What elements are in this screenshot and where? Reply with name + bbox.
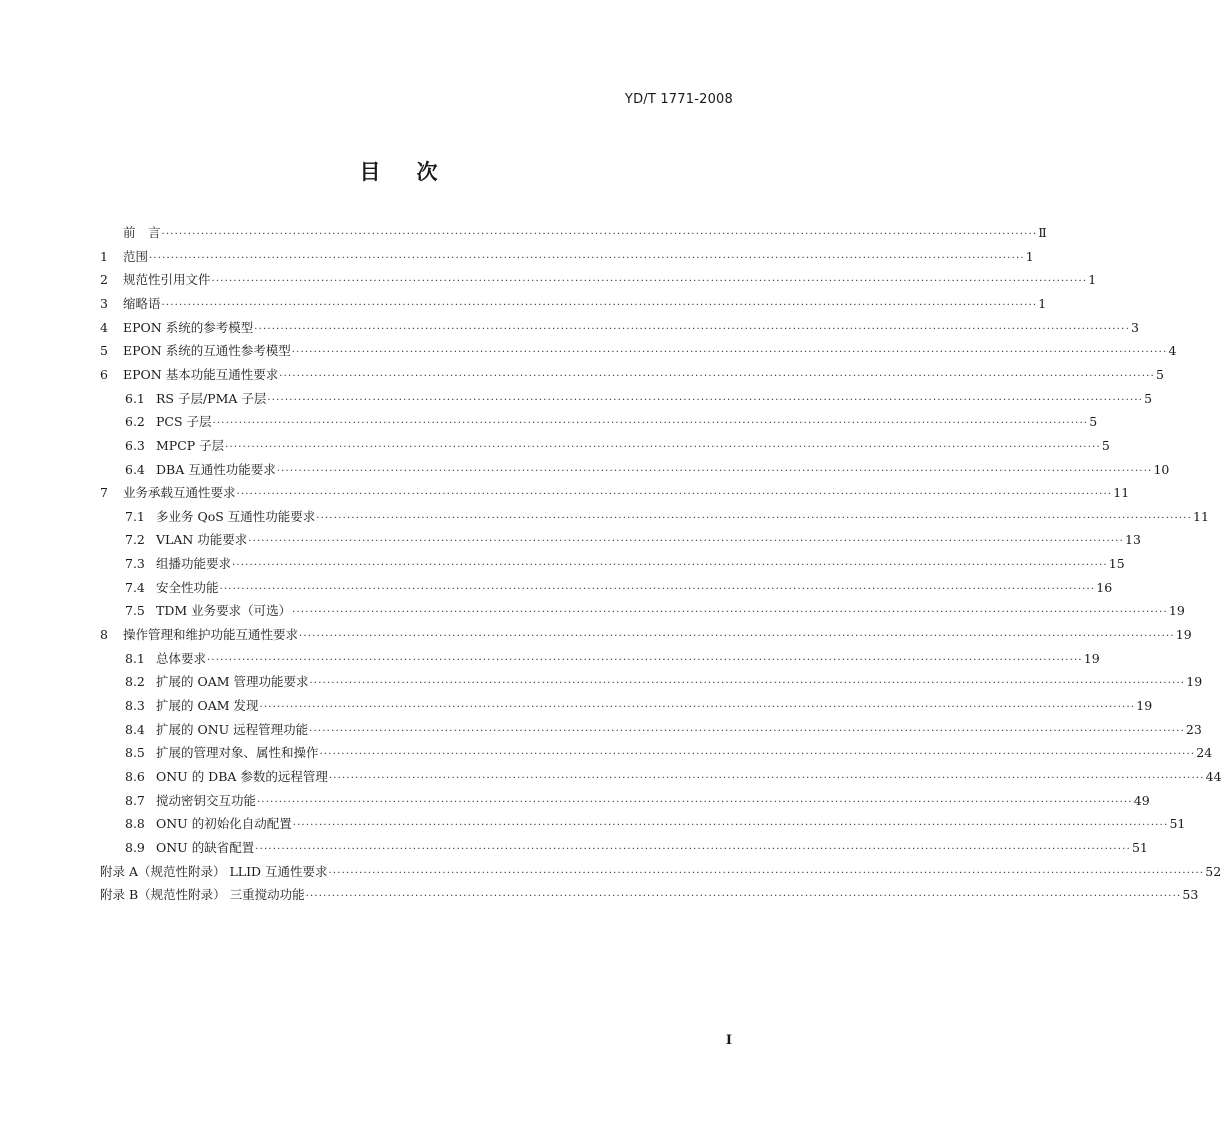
- toc-entry-page: 23: [1185, 721, 1202, 737]
- toc-entry[interactable]: [100, 885, 1199, 905]
- toc-entry-label: 规范性引用文件: [123, 272, 211, 288]
- toc-entry-number: 8.2: [125, 674, 145, 690]
- toc-leader-dots: ········································································································································································································: [267, 394, 1144, 406]
- toc-entry-page: 1: [1088, 272, 1097, 288]
- toc-entry-page: 1: [1038, 295, 1047, 311]
- toc-entry[interactable]: [125, 696, 1153, 716]
- toc-entry-label: 扩展的 ONU 远程管理功能: [156, 721, 309, 737]
- toc-leader-dots: ········································································································································································································: [292, 607, 1168, 619]
- toc-leader-dots: ········································································································································································································: [149, 252, 1025, 264]
- toc-entry-page: 53: [1182, 887, 1199, 903]
- toc-entry[interactable]: [125, 507, 1209, 527]
- toc-entry[interactable]: [125, 530, 1141, 550]
- toc-leader-dots: ········································································································································································································: [212, 418, 1089, 430]
- toc-entry-page: 49: [1133, 792, 1150, 808]
- toc-entry-label: 附录 A（规范性附录） LLID 互通性要求: [100, 863, 328, 879]
- toc-entry[interactable]: [125, 791, 1150, 811]
- toc-leader-dots: ········································································································································································································: [248, 536, 1125, 548]
- toc-entry-label: 扩展的管理对象、属性和操作: [156, 745, 319, 761]
- toc-entry-page: 19: [1175, 627, 1192, 643]
- toc-entry-label: PCS 子层: [156, 414, 212, 430]
- toc-entry[interactable]: [100, 247, 1034, 267]
- toc-entry-label: ONU 的 DBA 参数的远程管理: [156, 768, 328, 784]
- toc-leader-dots: ········································································································································································································: [207, 654, 1083, 666]
- toc-entry-label: EPON 系统的互通性参考模型: [123, 343, 291, 359]
- toc-entry-label: 组播功能要求: [156, 556, 232, 572]
- toc-entry-number: 6.3: [125, 437, 145, 453]
- toc-entry-page: 44: [1205, 768, 1222, 784]
- toc-entry-number: 8.9: [125, 839, 145, 855]
- toc-entry-label: 多业务 QoS 互通性功能要求: [156, 508, 316, 524]
- toc-entry[interactable]: [125, 554, 1125, 574]
- toc-entry-label: 安全性功能: [156, 579, 219, 595]
- toc-entry-number: 8.6: [125, 768, 145, 784]
- toc-leader-dots: ········································································································································································································: [211, 276, 1088, 288]
- toc-entry-page: 15: [1108, 556, 1125, 572]
- toc-entry-page: 10: [1153, 461, 1170, 477]
- toc-entry[interactable]: [125, 672, 1203, 692]
- toc-leader-dots: ········································································································································································································: [328, 772, 1205, 784]
- toc-entry-number: 7: [100, 485, 108, 501]
- toc-leader-dots: ········································································································································································································: [291, 347, 1168, 359]
- toc-entry[interactable]: [125, 389, 1153, 409]
- toc-leader-dots: ········································································································································································································: [309, 678, 1186, 690]
- toc-entry[interactable]: [125, 720, 1202, 740]
- toc-entry[interactable]: [100, 483, 1130, 503]
- toc-entry-number: 8.8: [125, 816, 145, 832]
- toc-entry-label: 附录 B（规范性附录） 三重搅动功能: [100, 887, 305, 903]
- toc-entry-page: 19: [1083, 650, 1100, 666]
- toc-entry-number: 7.1: [125, 508, 145, 524]
- page-title: [0, 156, 797, 186]
- toc-entry-page: 4: [1168, 343, 1177, 359]
- toc-entry[interactable]: [100, 365, 1164, 385]
- toc-entry-number: 7.4: [125, 579, 145, 595]
- toc-entry-number: 2: [100, 272, 108, 288]
- toc-entry-label: 前 言: [123, 225, 161, 240]
- toc-entry-page: 3: [1130, 319, 1139, 335]
- toc-entry-number: 8.4: [125, 721, 145, 737]
- toc-entry-page: 5: [1089, 414, 1098, 430]
- toc-leader-dots: ········································································································································································································: [276, 465, 1153, 477]
- toc-leader-dots: ········································································································································································································: [254, 323, 1130, 335]
- toc-entry[interactable]: [100, 341, 1177, 361]
- toc-entry-number: 7.3: [125, 556, 145, 572]
- toc-entry-page: 5: [1101, 437, 1110, 453]
- toc-entry-number: 6.4: [125, 461, 145, 477]
- toc-entry-label: 范围: [123, 248, 149, 264]
- toc-entry-label: 缩略语: [123, 295, 161, 311]
- toc-entry[interactable]: [125, 838, 1148, 858]
- toc-entry-number: 1: [100, 248, 108, 264]
- toc-entry-label: 扩展的 OAM 管理功能要求: [156, 674, 309, 690]
- toc-entry-page: 19: [1168, 603, 1185, 619]
- toc-leader-dots: ········································································································································································································: [236, 489, 1113, 501]
- toc-entry-number: 6: [100, 366, 108, 382]
- toc-entry[interactable]: [125, 649, 1100, 669]
- toc-leader-dots: ········································································································································································································: [225, 441, 1101, 453]
- document-code: YD/T 1771-2008: [624, 92, 733, 107]
- toc-entry-label: 业务承载互通性要求: [123, 485, 236, 501]
- toc-entry-page: 5: [1144, 390, 1153, 406]
- toc-entry-label: 操作管理和维护功能互通性要求: [123, 627, 299, 643]
- toc-entry-number: 8.5: [125, 745, 145, 761]
- toc-entry[interactable]: [125, 601, 1185, 621]
- toc-entry-number: 7.5: [125, 603, 145, 619]
- toc-entry-page: Ⅱ: [1038, 225, 1047, 240]
- toc-entry-page: 11: [1193, 508, 1209, 524]
- toc-leader-dots: ········································································································································································································: [219, 583, 1096, 595]
- toc-entry-page: 5: [1155, 366, 1164, 382]
- toc-entry-number: 3: [100, 295, 108, 311]
- toc-entry-page: 24: [1196, 745, 1213, 761]
- toc-leader-dots: ········································································································································································································: [257, 796, 1133, 808]
- toc-leader-dots: ········································································································································································································: [279, 370, 1155, 382]
- toc-entry-label: EPON 系统的参考模型: [123, 319, 254, 335]
- toc-entry[interactable]: [125, 460, 1170, 480]
- toc-leader-dots: ········································································································································································································: [232, 560, 1108, 572]
- toc-leader-dots: ········································································································································································································: [299, 631, 1175, 643]
- toc-entry-number: 6.1: [125, 390, 145, 406]
- toc-leader-dots: ········································································································································································································: [161, 229, 1038, 240]
- toc-entry-label: 总体要求: [156, 650, 207, 666]
- toc-entry[interactable]: [100, 625, 1192, 645]
- toc-leader-dots: ········································································································································································································: [292, 820, 1169, 832]
- toc-entry[interactable]: [125, 578, 1113, 598]
- toc-entry[interactable]: [100, 270, 1097, 290]
- toc-leader-dots: ········································································································································································································: [319, 749, 1196, 761]
- toc-entry-label: 搅动密钥交互功能: [156, 792, 257, 808]
- toc-entry[interactable]: [100, 294, 1047, 314]
- toc-entry-number: 8.1: [125, 650, 145, 666]
- toc-entry-page: 51: [1131, 839, 1148, 855]
- toc-entry-label: MPCP 子层: [156, 437, 225, 453]
- title-char-2: 次: [416, 160, 438, 184]
- toc-entry-label: ONU 的初始化自动配置: [156, 816, 292, 832]
- toc-entry-page: 19: [1186, 674, 1203, 690]
- toc-entry[interactable]: [125, 767, 1222, 787]
- toc-entry-label: EPON 基本功能互通性要求: [123, 366, 279, 382]
- toc-leader-dots: ········································································································································································································: [316, 512, 1193, 524]
- toc-entry-number: 8.7: [125, 792, 145, 808]
- toc-entry-page: 52: [1205, 863, 1222, 879]
- toc-leader-dots: ········································································································································································································: [328, 867, 1205, 879]
- toc-entry-label: VLAN 功能要求: [156, 532, 248, 548]
- toc-entry-number: 4: [100, 319, 108, 335]
- toc-entry-label: DBA 互通性功能要求: [156, 461, 276, 477]
- toc-entry-number: 7.2: [125, 532, 145, 548]
- toc-entry[interactable]: [100, 223, 1047, 243]
- toc-entry-label: 扩展的 OAM 发现: [156, 698, 259, 713]
- toc-entry-page: 11: [1113, 485, 1130, 501]
- toc-leader-dots: ········································································································································································································: [259, 702, 1136, 713]
- toc-entry-label: TDM 业务要求（可选）: [156, 603, 292, 619]
- toc-entry-number: 8: [100, 627, 108, 643]
- toc-entry[interactable]: [100, 862, 1222, 882]
- toc-entry[interactable]: [125, 814, 1186, 834]
- toc-entry-page: 19: [1136, 698, 1153, 713]
- toc-entry[interactable]: [125, 743, 1213, 763]
- toc-entry-number: 5: [100, 343, 108, 359]
- toc-entry-page: 1: [1025, 248, 1034, 264]
- toc-entry-number: 6.2: [125, 414, 145, 430]
- page-number: I: [725, 1033, 732, 1048]
- toc-entry-label: RS 子层/PMA 子层: [156, 390, 267, 406]
- toc-entry-number: 8.3: [125, 698, 145, 713]
- toc-entry[interactable]: [125, 436, 1110, 456]
- title-char-1: 目: [359, 160, 381, 184]
- toc-leader-dots: ········································································································································································································: [161, 299, 1038, 311]
- toc-entry-page: 16: [1096, 579, 1113, 595]
- toc-leader-dots: ········································································································································································································: [305, 891, 1182, 903]
- toc-leader-dots: ········································································································································································································: [309, 725, 1185, 737]
- toc-entry[interactable]: [125, 412, 1098, 432]
- toc-leader-dots: ········································································································································································································: [255, 843, 1131, 855]
- toc-entry-page: 51: [1169, 816, 1186, 832]
- toc-entry-page: 13: [1125, 532, 1141, 548]
- toc-entry-label: ONU 的缺省配置: [156, 839, 255, 855]
- toc-entry[interactable]: [100, 318, 1139, 338]
